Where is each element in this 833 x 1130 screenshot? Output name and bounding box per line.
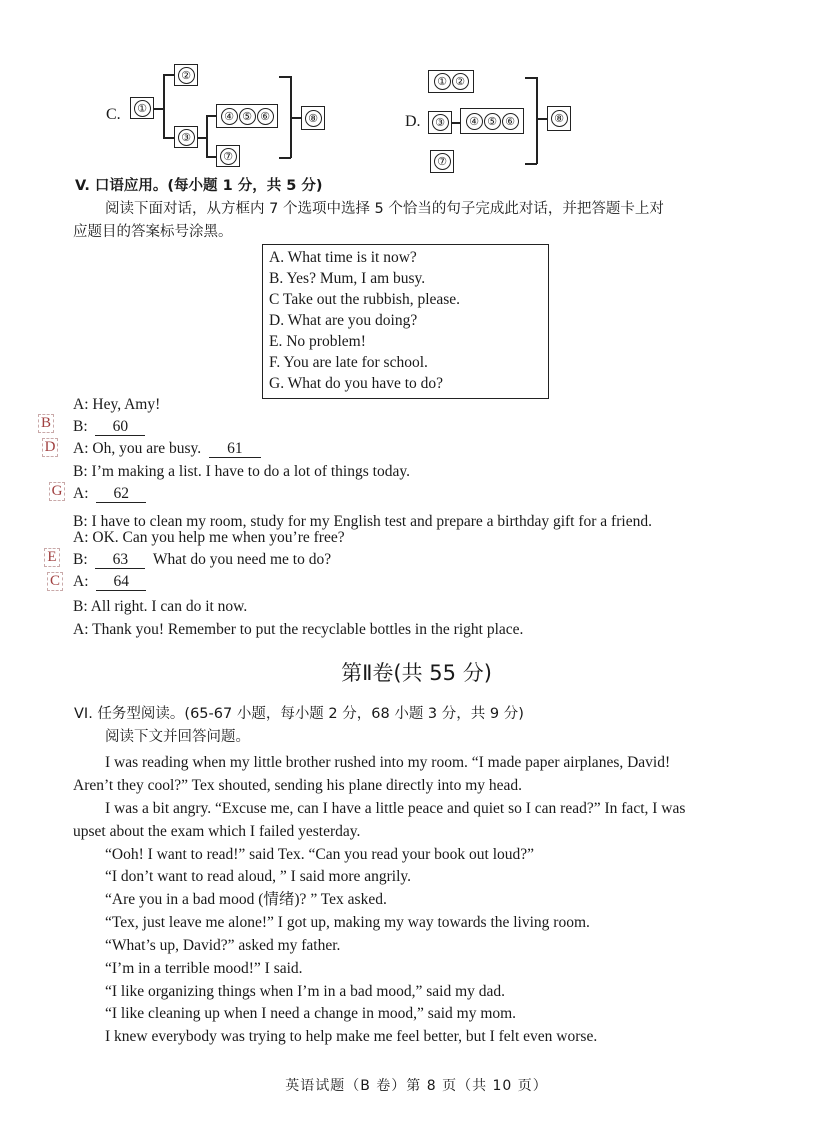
option-d: D. What are you doing? [269,312,418,329]
page-footer: 英语试题（B 卷）第 8 页（共 10 页） [285,1078,548,1094]
options-box [262,244,549,399]
section-5-heading: V. 口语应用。(每小题 1 分，共 5 分) [75,178,323,194]
passage-line: upset about the exam which I failed yesterday. [73,823,361,840]
passage-line: “I’m in a terrible mood!” I said. [105,960,303,977]
diagram-c-box-456: ④ ⑤ ⑥ [216,104,278,128]
section-6-heading: VI. 任务型阅读。(65-67 小题，每小题 2 分，68 小题 3 分，共 9 分) [74,706,524,722]
answer-tag-60: B [38,414,54,433]
diagram-c-label: C. [106,106,121,123]
blank-61[interactable]: 61 [209,440,261,458]
passage-line: “Tex, just leave me alone!” I got up, making my way towards the living room. [105,914,590,931]
blank-63[interactable]: 63 [95,551,145,569]
option-b: B. Yes? Mum, I am busy. [269,270,426,287]
diagram-c-box-7: ⑦ [216,145,240,167]
section-5-instruction-line2: 应题目的答案标号涂黑。 [73,224,233,240]
dialogue-line: B: 63 What do you need me to do? [73,551,332,568]
answer-tag-61: D [42,438,58,457]
option-e: E. No problem! [269,333,366,350]
diagram-c-box-2: ② [174,64,198,86]
passage-line: “I like organizing things when I’m in a bad mood,” said my dad. [105,983,506,1000]
dialogue-line: A: 64 [73,572,146,592]
dialogue-line: B: I have to clean my room, study for my English test and prepare a birthday gift for a friend. [73,513,652,530]
option-c: C Take out the rubbish, please. [269,291,461,308]
passage-line: “I like cleaning up when I need a change in mood,” said my mom. [105,1005,517,1022]
diagram-d-box-3: ③ [428,111,452,134]
option-g: G. What do you have to do? [269,375,444,392]
dialogue-line: B: I’m making a list. I have to do a lot of things today. [73,463,410,480]
diagram-c-box-3: ③ [174,126,198,148]
dialogue-line: A: OK. Can you help me when you’re free? [73,529,345,546]
passage-line: I was reading when my little brother rushed into my room. “I made paper airplanes, David! [105,754,671,771]
passage-line: I knew everybody was trying to help make me feel better, but I felt even worse. [105,1028,598,1045]
section-5-instruction-line1: 阅读下面对话，从方框内 7 个选项中选择 5 个恰当的句子完成此对话，并把答题卡上对 [105,201,664,217]
option-a: A. What time is it now? [269,249,417,266]
diagram-d-box-8: ⑧ [547,106,571,131]
passage-line: “What’s up, David?” asked my father. [105,937,341,954]
dialogue-line: B: 60 [73,417,145,437]
blank-64[interactable]: 64 [96,573,146,591]
answer-tag-64: C [47,572,63,591]
diagram-d-box-456: ④ ⑤ ⑥ [460,108,524,134]
passage-line: “I don’t want to read aloud, ” I said more angrily. [105,868,412,885]
passage-line: Aren’t they cool?” Tex shouted, sending his plane directly into my head. [73,777,523,794]
blank-62[interactable]: 62 [96,485,146,503]
dialogue-line: A: Thank you! Remember to put the recyclable bottles in the right place. [73,621,524,638]
answer-tag-62: G [49,482,65,501]
dialogue-line: A: Hey, Amy! [73,396,161,413]
blank-60[interactable]: 60 [95,418,145,436]
answer-tag-63: E [44,548,60,567]
section-6-instruction: 阅读下文并回答问题。 [105,729,250,745]
part-2-title: 第Ⅱ卷(共 55 分) [341,661,492,685]
option-f: F. You are late for school. [269,354,428,371]
dialogue-line: A: Oh, you are busy. 61 [73,439,261,459]
passage-line: “Ooh! I want to read!” said Tex. “Can you read your book out loud?” [105,846,535,863]
diagram-d-box-12: ① ② [428,70,474,93]
dialogue-line: B: All right. I can do it now. [73,598,248,615]
passage-line: “Are you in a bad mood (情绪)? ” Tex asked. [105,891,387,908]
diagram-c-box-8: ⑧ [301,106,325,130]
dialogue-line: A: 62 [73,484,146,504]
diagram-d-box-7: ⑦ [430,150,454,173]
diagram-d-label: D. [405,113,421,130]
passage-line: I was a bit angry. “Excuse me, can I have a little peace and quiet so I can read?” In fact, I was [105,800,686,817]
diagram-c-box-1: ① [130,97,154,119]
